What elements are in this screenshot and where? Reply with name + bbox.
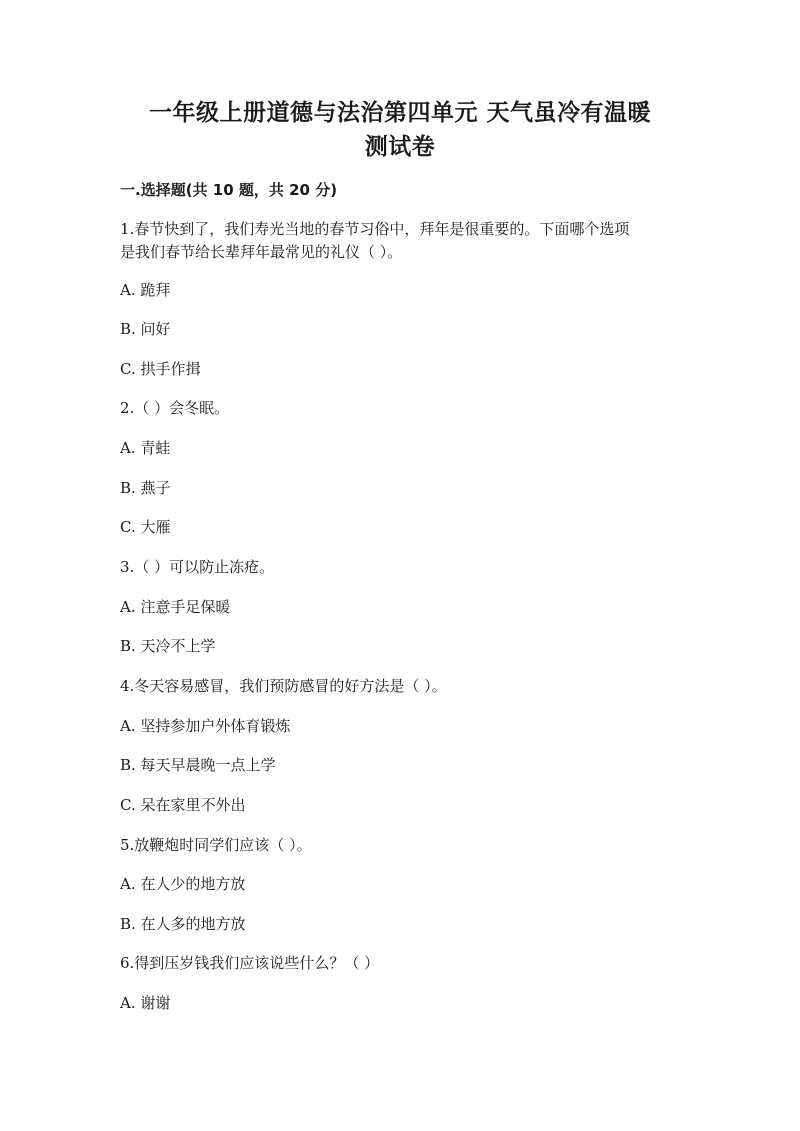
question-1-stem-line-2: 是我们春节给长辈拜年最常见的礼仪（ ）。 xyxy=(120,243,403,261)
question-1-option-a: A. 跪拜 xyxy=(120,281,171,299)
question-4-stem: 4.冬天容易感冒，我们预防感冒的好方法是（ ）。 xyxy=(120,677,447,695)
question-3-option-a: A. 注意手足保暖 xyxy=(120,598,231,616)
question-2-option-c: C. 大雁 xyxy=(120,518,171,536)
question-1-option-c: C. 拱手作揖 xyxy=(120,360,201,378)
question-5-option-b: B. 在人多的地方放 xyxy=(120,915,246,933)
question-4-option-c: C. 呆在家里不外出 xyxy=(120,796,246,814)
question-6-option-a: A. 谢谢 xyxy=(120,994,171,1012)
exam-title-line-1: 一年级上册道德与法治第四单元 天气虽冷有温暖 xyxy=(148,100,651,126)
question-2-option-a: A. 青蛙 xyxy=(120,439,171,457)
question-6-stem: 6.得到压岁钱我们应该说些什么？（ ） xyxy=(120,954,380,972)
question-1-stem-line-1: 1.春节快到了，我们寿光当地的春节习俗中，拜年是很重要的。下面哪个选项 xyxy=(120,220,630,238)
question-5-stem: 5.放鞭炮时同学们应该（ ）。 xyxy=(120,836,312,854)
question-1-option-b: B. 问好 xyxy=(120,320,171,338)
exam-title-line-2: 测试卷 xyxy=(364,134,436,160)
question-2-option-b: B. 燕子 xyxy=(120,479,171,497)
question-3-option-b: B. 天冷不上学 xyxy=(120,637,216,655)
question-4-option-a: A. 坚持参加户外体育锻炼 xyxy=(120,717,291,735)
question-5-option-a: A. 在人少的地方放 xyxy=(120,875,246,893)
question-4-option-b: B. 每天早晨晚一点上学 xyxy=(120,756,276,774)
section-heading: 一.选择题(共 10 题，共 20 分) xyxy=(120,181,338,199)
question-3-stem: 3.（ ）可以防止冻疮。 xyxy=(120,558,275,576)
question-2-stem: 2.（ ）会冬眠。 xyxy=(120,399,230,417)
